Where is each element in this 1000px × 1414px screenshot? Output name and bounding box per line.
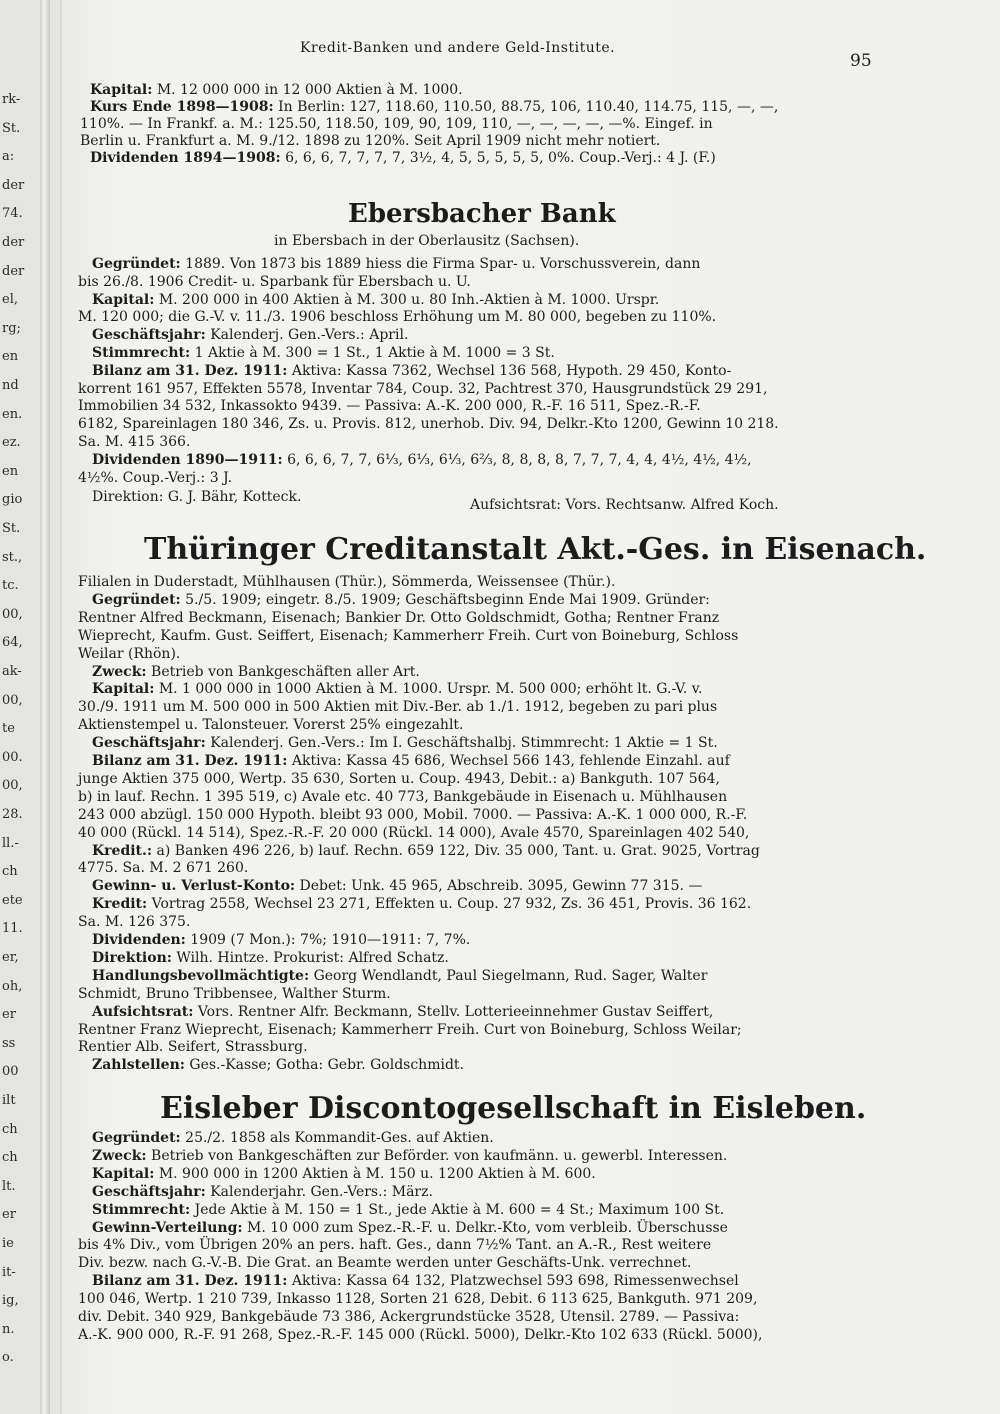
- thueringer-line: Zahlstellen: Ges.-Kasse; Gotha: Gebr. Goldschmidt.: [92, 1057, 464, 1074]
- page-number: 95: [850, 51, 872, 71]
- thueringer-line: Gegründet: 5./5. 1909; eingetr. 8./5. 1909; Geschäftsbeginn Ende Mai 1909. Gründer:: [92, 591, 710, 608]
- gutter-fragment: ete: [2, 892, 23, 908]
- ebersbacher-direktion: Direktion: G. J. Bähr, Kotteck.: [92, 489, 302, 505]
- gutter-fragment: n.: [2, 1321, 15, 1337]
- thueringer-line: Schmidt, Bruno Tribbensee, Walther Sturm.: [78, 985, 391, 1002]
- ebersbacher-line: Geschäftsjahr: Kalenderj. Gen.-Vers.: April.: [92, 327, 409, 344]
- previous-entry-line: Berlin u. Frankfurt a. M. 9./12. 1898 zu 120%. Seit April 1909 nicht mehr notiert.: [80, 133, 661, 149]
- ebersbacher-title: Ebersbacher Bank: [348, 199, 616, 229]
- thueringer-line: Filialen in Duderstadt, Mühlhausen (Thür.), Sömmerda, Weissensee (Thür.).: [78, 574, 616, 590]
- eisleber-title: Eisleber Discontogesellschaft in Eisleben.: [160, 1091, 867, 1126]
- eisleber-line: Geschäftsjahr: Kalenderjahr. Gen.-Vers.: März.: [92, 1183, 433, 1200]
- gutter-fragment: a:: [2, 149, 15, 165]
- gutter-fragment: der: [2, 177, 25, 193]
- thueringer-line: Weilar (Rhön).: [78, 645, 181, 662]
- thueringer-line: Geschäftsjahr: Kalenderj. Gen.-Vers.: Im I. Geschäftshalbj. Stimmrecht: 1 Aktie = 1 St.: [92, 735, 718, 752]
- gutter-fragment: o.: [2, 1350, 14, 1366]
- eisleber-line: Bilanz am 31. Dez. 1911: Aktiva: Kassa 64 132, Platzwechsel 593 698, Rimessenwechsel: [92, 1273, 739, 1290]
- gutter-fragment: oh,: [2, 978, 23, 994]
- gutter-fragment: ie: [2, 1236, 14, 1251]
- gutter-fragment: St.: [2, 521, 21, 536]
- thueringer-line: Dividenden: 1909 (7 Mon.): 7%; 1910—1911: 7, 7%.: [92, 932, 471, 948]
- gutter-fragment: 00,: [2, 692, 23, 708]
- eisleber-line: div. Debit. 340 929, Bankgebäude 73 386, Ackergrundstücke 3528, Utensil. 2789. — Passiva:: [78, 1309, 740, 1325]
- previous-entry-line: Dividenden 1894—1908: 6, 6, 6, 7, 7, 7, 7, 3½, 4, 5, 5, 5, 5, 5, 0%. Coup.-Verj.: 4 J. (F.): [90, 150, 716, 166]
- gutter-fragment: it-: [2, 1264, 16, 1280]
- gutter-fragment: tc.: [2, 578, 19, 594]
- eisleber-line: A.-K. 900 000, R.-F. 91 268, Spez.-R.-F. 145 000 (Rückl. 5000), Delkr.-Kto 102 633 (Rückl. 5000),: [78, 1326, 763, 1343]
- ebersbacher-line: 6182, Spareinlagen 180 346, Zs. u. Provis. 812, unerhob. Div. 94, Delkr.-Kto 1200, Gewinn 10 218.: [78, 416, 779, 433]
- thueringer-line: Rentner Franz Wieprecht, Eisenach; Kammerherr Freih. Curt von Boineburg, Schloss Weilar;: [78, 1021, 742, 1038]
- previous-entry-line: 110%. — In Frankf. a. M.: 125.50, 118.50, 109, 90, 109, 110, —, —, —, —, —%. Eingef. in: [80, 116, 713, 132]
- running-title: Kredit-Banken und andere Geld-Institute.: [300, 40, 616, 56]
- thueringer-line: Handlungsbevollmächtigte: Georg Wendlandt, Paul Siegelmann, Rud. Sager, Walter: [92, 967, 708, 984]
- thueringer-line: b) in lauf. Rechn. 1 395 519, c) Avale etc. 40 773, Bankgebäude in Eisenach u. Mühlhausen: [78, 788, 728, 805]
- gutter-fragment: rg;: [2, 320, 21, 336]
- gutter-fragment: nd: [2, 378, 19, 393]
- thueringer-line: Rentner Alfred Beckmann, Eisenach; Bankier Dr. Otto Goldschmidt, Gotha; Rentner Franz: [78, 609, 720, 626]
- ebersbacher-line: Immobilien 34 532, Inkassokto 9439. — Passiva: A.-K. 200 000, R.-F. 16 511, Spez.-R.-F.: [78, 398, 701, 415]
- thueringer-line: 30./9. 1911 um M. 500 000 in 500 Aktien mit Div.-Ber. ab 1./1. 1912, begeben zu pari plus: [78, 699, 718, 716]
- ebersbacher-line: Stimmrecht: 1 Aktie à M. 300 = 1 St., 1 Aktie à M. 1000 = 3 St.: [92, 345, 555, 361]
- gutter-fragment: el,: [2, 292, 18, 308]
- ebersbacher-line: korrent 161 957, Effekten 5578, Inventar 784, Coup. 32, Pachtrest 370, Hausgrundstück 29 291,: [78, 380, 768, 397]
- eisleber-line: Div. bezw. nach G.-V.-B. Die Grat. an Beamte werden unter Geschäfts-Unk. verrechnet.: [78, 1255, 692, 1272]
- gutter-fragment: ss: [2, 1035, 16, 1051]
- gutter-fragment: 00: [2, 1064, 19, 1080]
- thueringer-line: Kapital: M. 1 000 000 in 1000 Aktien à M. 1000. Urspr. M. 500 000; erhöht lt. G.-V. v.: [92, 681, 703, 698]
- gutter-fragment: gio: [2, 492, 23, 508]
- thueringer-line: Aktienstempel u. Talonsteuer. Vorerst 25% eingezahlt.: [78, 717, 464, 734]
- thueringer-line: Bilanz am 31. Dez. 1911: Aktiva: Kassa 45 686, Wechsel 566 143, fehlende Einzahl. auf: [92, 753, 730, 769]
- thueringer-line: junge Aktien 375 000, Wertp. 35 630, Sorten u. Coup. 4943, Debit.: a) Bankguth. 107 564,: [78, 770, 720, 787]
- previous-entry-line: Kapital: M. 12 000 000 in 12 000 Aktien à M. 1000.: [90, 82, 463, 98]
- gutter-fragment: ch: [2, 864, 18, 880]
- ebersbacher-aufsichtsrat: Aufsichtsrat: Vors. Rechtsanw. Alfred Koch.: [470, 497, 779, 513]
- eisleber-line: Zweck: Betrieb von Bankgeschäften zur Beförder. von kaufmänn. u. gewerbl. Interessen.: [92, 1147, 728, 1164]
- gutter-fragment: ilt: [2, 1093, 16, 1108]
- gutter-fragment: ak-: [2, 664, 22, 679]
- gutter-fragment: te: [2, 721, 15, 737]
- ebersbacher-line: Sa. M. 415 366.: [78, 434, 191, 450]
- gutter-fragment: er: [2, 1007, 16, 1023]
- gutter-fragment: 74.: [2, 206, 23, 222]
- thueringer-line: Aufsichtsrat: Vors. Rentner Alfr. Beckmann, Stellv. Lotterieeinnehmer Gustav Seiffert,: [92, 1003, 714, 1020]
- gutter-fragment: St.: [2, 120, 21, 136]
- gutter-fragment: lt.: [2, 1178, 16, 1194]
- gutter-fragment: 00,: [2, 606, 23, 622]
- gutter-fragment: ch: [2, 1121, 18, 1137]
- gutter-fragment: er,: [2, 950, 19, 965]
- gutter-fragment: ch: [2, 1150, 18, 1166]
- gutter-fragment: der: [2, 235, 25, 250]
- ebersbacher-subtitle: in Ebersbach in der Oberlausitz (Sachsen).: [274, 233, 580, 249]
- ebersbacher-line: 4½%. Coup.-Verj.: 3 J.: [78, 469, 233, 486]
- gutter-fragment: rk-: [2, 92, 21, 107]
- eisleber-line: Kapital: M. 900 000 in 1200 Aktien à M. 150 u. 1200 Aktien à M. 600.: [92, 1165, 596, 1182]
- ebersbacher-line: Gegründet: 1889. Von 1873 bis 1889 hiess die Firma Spar- u. Vorschussverein, dann: [92, 256, 701, 272]
- thueringer-line: Wieprecht, Kaufm. Gust. Seiffert, Eisenach; Kammerherr Freih. Curt von Boineburg, Schloss: [78, 627, 739, 644]
- thueringer-line: Zweck: Betrieb von Bankgeschäften aller Art.: [92, 663, 420, 680]
- gutter-fragment: en: [2, 463, 19, 479]
- gutter-fragment: 64,: [2, 635, 23, 651]
- gutter-fragment: 11.: [2, 921, 23, 937]
- thueringer-line: Direktion: Wilh. Hintze. Prokurist: Alfred Schatz.: [92, 949, 449, 966]
- eisleber-line: bis 4% Div., vom Übrigen 20% an pers. haft. Ges., dann 7½% Tant. an A.-R., Rest weitere: [78, 1237, 712, 1254]
- gutter-fragment: 00,: [2, 778, 23, 794]
- gutter-fragment: st.,: [2, 549, 23, 565]
- ebersbacher-line: Dividenden 1890—1911: 6, 6, 6, 7, 7, 6⅓, 6⅓, 6⅓, 6⅔, 8, 8, 8, 8, 7, 7, 7, 4, 4, 4½, 4½, 4½,: [92, 451, 752, 468]
- book-spine: [40, 0, 50, 1414]
- previous-entry-line: Kurs Ende 1898—1908: In Berlin: 127, 118.60, 110.50, 88.75, 106, 110.40, 114.75, 115, —, —,: [90, 99, 779, 115]
- thueringer-title: Thüringer Creditanstalt Akt.-Ges. in Eisenach.: [144, 532, 927, 567]
- eisleber-line: Stimmrecht: Jede Aktie à M. 150 = 1 St., jede Aktie à M. 600 = 4 St.; Maximum 100 St.: [92, 1201, 725, 1218]
- thueringer-line: Sa. M. 126 375.: [78, 914, 191, 931]
- adjacent-page-gutter: [0, 0, 60, 1414]
- thueringer-line: Kredit: Vortrag 2558, Wechsel 23 271, Effekten u. Coup. 27 932, Zs. 36 451, Provis. 36 162.: [92, 896, 752, 913]
- gutter-fragment: en: [2, 349, 19, 365]
- gutter-fragment: er: [2, 1207, 16, 1223]
- gutter-fragment: 00.: [2, 749, 23, 765]
- eisleber-line: Gewinn-Verteilung: M. 10 000 zum Spez.-R.-F. u. Delkr.-Kto, vom verbleib. Überschusse: [92, 1219, 728, 1236]
- ebersbacher-line: bis 26./8. 1906 Credit- u. Sparbank für Ebersbach u. U.: [78, 273, 471, 290]
- eisleber-line: 100 046, Wertp. 1 210 739, Inkasso 1128, Sorten 21 628, Debit. 6 113 625, Bankguth. 971 209,: [78, 1291, 758, 1308]
- ebersbacher-line: Kapital: M. 200 000 in 400 Aktien à M. 300 u. 80 Inh.-Aktien à M. 1000. Urspr.: [92, 291, 660, 308]
- gutter-fragment: 28.: [2, 807, 23, 822]
- thueringer-line: Rentier Alb. Seifert, Strassburg.: [78, 1039, 308, 1056]
- book-page: [62, 0, 1000, 1414]
- thueringer-line: Gewinn- u. Verlust-Konto: Debet: Unk. 45 965, Abschreib. 3095, Gewinn 77 315. —: [92, 878, 703, 895]
- ebersbacher-line: M. 120 000; die G.-V. v. 11./3. 1906 beschloss Erhöhung um M. 80 000, begeben zu 110%.: [78, 309, 717, 326]
- gutter-fragment: ig,: [2, 1293, 19, 1309]
- thueringer-line: Kredit.: a) Banken 496 226, b) lauf. Rechn. 659 122, Div. 35 000, Tant. u. Grat. 9025, Vortrag: [92, 842, 760, 859]
- gutter-fragment: ez.: [2, 435, 21, 451]
- gutter-fragment: ll.-: [2, 835, 19, 851]
- gutter-fragment: der: [2, 263, 25, 279]
- gutter-fragment: en.: [2, 406, 23, 422]
- ebersbacher-line: Bilanz am 31. Dez. 1911: Aktiva: Kassa 7362, Wechsel 136 568, Hypoth. 29 450, Konto-: [92, 362, 732, 379]
- thueringer-line: 243 000 abzügl. 150 000 Hypoth. bleibt 93 000, Mobil. 7000. — Passiva: A.-K. 1 000 000, R.-F.: [78, 806, 748, 823]
- thueringer-line: 40 000 (Rückl. 14 514), Spez.-R.-F. 20 000 (Rückl. 14 000), Avale 4570, Spareinlagen 402 540,: [78, 824, 750, 841]
- thueringer-line: 4775. Sa. M. 2 671 260.: [78, 860, 249, 877]
- eisleber-line: Gegründet: 25./2. 1858 als Kommandit-Ges. auf Aktien.: [92, 1130, 494, 1146]
